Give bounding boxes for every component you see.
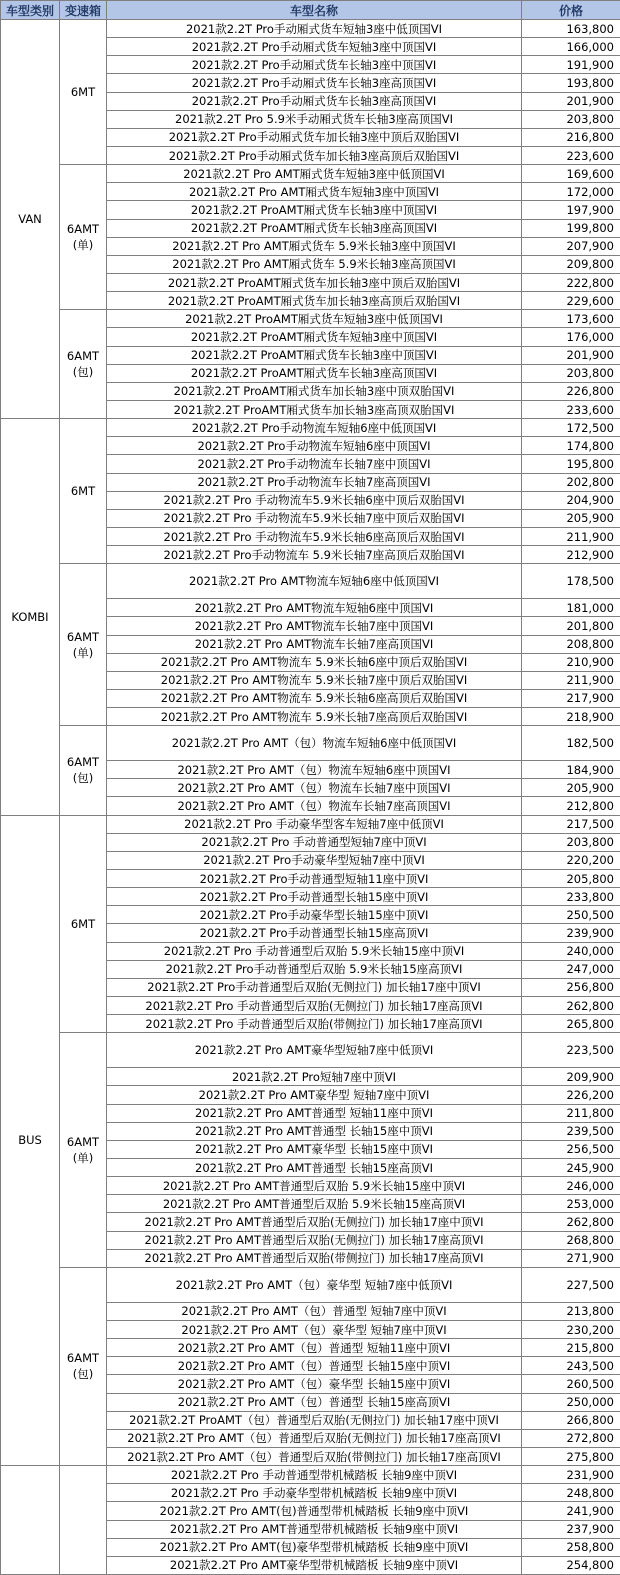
model-name-cell: 2021款2.2T Pro AMT普通型 长轴15座高顶VI xyxy=(107,1159,522,1177)
gearbox-label: 6AMT xyxy=(60,629,106,645)
price-cell: 205,900 xyxy=(522,779,620,797)
price-cell: 211,900 xyxy=(522,527,620,545)
model-name-cell: 2021款2.2T Pro AMT（包）物流车长轴7座高顶国VI xyxy=(107,797,522,815)
price-cell: 208,800 xyxy=(522,635,620,653)
price-cell: 205,900 xyxy=(522,509,620,527)
model-name-cell: 2021款2.2T ProAMT厢式货车短轴3座中低顶国VI xyxy=(107,310,522,328)
model-name-cell: 2021款2.2T Pro手动普通型后双胎(无侧拉门) 加长轴17座中顶VI xyxy=(107,978,522,996)
price-cell: 233,800 xyxy=(522,888,620,906)
model-name-cell: 2021款2.2T Pro AMT物流车 5.9米长轴6座中顶后双胎国VI xyxy=(107,653,522,671)
price-cell: 266,800 xyxy=(522,1411,620,1429)
price-cell: 203,800 xyxy=(522,364,620,382)
gearbox-cell xyxy=(60,20,107,165)
price-cell: 203,800 xyxy=(522,833,620,851)
price-cell: 248,800 xyxy=(522,1484,620,1502)
gearbox-label: 6MT xyxy=(60,84,106,100)
model-name-cell: 2021款2.2T Pro AMT（包）普通型 长轴15座高顶VI xyxy=(107,1393,522,1411)
price-cell: 209,800 xyxy=(522,255,620,273)
model-name-cell: 2021款2.2T Pro手动物流车长轴7座中顶国VI xyxy=(107,455,522,473)
price-cell: 204,900 xyxy=(522,491,620,509)
price-cell: 217,500 xyxy=(522,815,620,833)
price-cell: 265,800 xyxy=(522,1015,620,1033)
model-name-cell: 2021款2.2T ProAMT厢式货车长轴3座中顶国VI xyxy=(107,346,522,364)
model-name-cell: 2021款2.2T Pro AMT（包）物流车短轴6座中低顶国VI xyxy=(107,726,522,761)
model-name-cell: 2021款2.2T Pro手动厢式货车长轴3座中顶国VI xyxy=(107,56,522,74)
model-name-cell: 2021款2.2T Pro AMT豪华型 长轴15座中顶VI xyxy=(107,1140,522,1158)
table-row xyxy=(1,165,620,183)
model-name-cell: 2021款2.2T ProAMT厢式货车长轴3座高顶国VI xyxy=(107,364,522,382)
gearbox-label: (包) xyxy=(60,770,106,786)
model-name-cell: 2021款2.2T Pro AMT（包）物流车长轴7座中顶国VI xyxy=(107,779,522,797)
price-cell: 222,800 xyxy=(522,273,620,291)
price-cell: 202,800 xyxy=(522,473,620,491)
model-name-cell: 2021款2.2T Pro 手动物流车5.9米长轴7座中顶后双胎国VI xyxy=(107,509,522,527)
table-body xyxy=(1,20,620,1575)
model-name-cell: 2021款2.2T Pro AMT普通型后双胎(带侧拉门) 加长轴17座高顶VI xyxy=(107,1249,522,1267)
gearbox-label: (单) xyxy=(60,1150,106,1166)
gearbox-label: 6AMT xyxy=(60,348,106,364)
model-name-cell: 2021款2.2T Pro手动普通型长轴15座高顶VI xyxy=(107,924,522,942)
price-cell: 256,800 xyxy=(522,978,620,996)
model-name-cell: 2021款2.2T ProAMT厢式货车加长轴3座高顶后双胎国VI xyxy=(107,292,522,310)
price-cell: 191,900 xyxy=(522,56,620,74)
table-row xyxy=(1,1267,620,1302)
gearbox-cell xyxy=(60,419,107,564)
model-name-cell: 2021款2.2T Pro AMT（包）普通型 短轴11座中顶VI xyxy=(107,1339,522,1357)
price-cell: 210,900 xyxy=(522,653,620,671)
model-name-cell: 2021款2.2T Pro短轴7座中顶VI xyxy=(107,1068,522,1086)
model-name-cell: 2021款2.2T Pro 手动普通型短轴7座中顶VI xyxy=(107,833,522,851)
model-name-cell: 2021款2.2T Pro AMT（包）普通型 长轴15座中顶VI xyxy=(107,1357,522,1375)
gearbox-cell xyxy=(60,815,107,1033)
model-name-cell: 2021款2.2T Pro AMT普通型带机械踏板 长轴9座中顶VI xyxy=(107,1520,522,1538)
price-cell: 173,600 xyxy=(522,310,620,328)
model-name-cell: 2021款2.2T Pro AMT普通型后双胎 5.9米长轴15座中顶VI xyxy=(107,1177,522,1195)
gearbox-label: 6AMT xyxy=(60,1350,106,1366)
price-cell: 240,000 xyxy=(522,942,620,960)
price-cell: 193,800 xyxy=(522,74,620,92)
model-name-cell: 2021款2.2T Pro AMT（包）豪华型 长轴15座中顶VI xyxy=(107,1375,522,1393)
model-name-cell: 2021款2.2T Pro AMT豪华型短轴7座中低顶VI xyxy=(107,1033,522,1068)
price-cell: 211,800 xyxy=(522,1104,620,1122)
table-row xyxy=(1,564,620,599)
model-name-cell: 2021款2.2T Pro 手动豪华型客车短轴7座中低顶VI xyxy=(107,815,522,833)
price-cell: 195,800 xyxy=(522,455,620,473)
model-name-cell: 2021款2.2T Pro AMT普通型后双胎(无侧拉门) 加长轴17座高顶VI xyxy=(107,1231,522,1249)
gearbox-label: 6AMT xyxy=(60,754,106,770)
price-cell: 231,900 xyxy=(522,1466,620,1484)
price-cell: 220,200 xyxy=(522,851,620,869)
model-name-cell: 2021款2.2T Pro手动豪华型长轴15座中顶VI xyxy=(107,906,522,924)
model-name-cell: 2021款2.2T Pro AMT物流车短轴6座中低顶国VI xyxy=(107,564,522,599)
model-name-cell: 2021款2.2T Pro AMT厢式货车短轴3座中顶国VI xyxy=(107,183,522,201)
model-name-cell: 2021款2.2T Pro AMT普通型后双胎 5.9米长轴15座高顶VI xyxy=(107,1195,522,1213)
model-name-cell: 2021款2.2T Pro 手动普通型后双胎(无侧拉门) 加长轴17座高顶VI xyxy=(107,997,522,1015)
price-cell: 239,500 xyxy=(522,1122,620,1140)
gearbox-label: 6MT xyxy=(60,483,106,499)
table-row xyxy=(1,20,620,38)
price-cell: 216,800 xyxy=(522,128,620,146)
price-cell: 215,800 xyxy=(522,1339,620,1357)
header-row xyxy=(1,1,620,20)
price-cell: 241,900 xyxy=(522,1502,620,1520)
price-cell: 245,900 xyxy=(522,1159,620,1177)
price-cell: 178,500 xyxy=(522,564,620,599)
model-name-cell: 2021款2.2T Pro手动物流车 5.9米长轴7座高顶后双胎国VI xyxy=(107,546,522,564)
price-cell: 250,000 xyxy=(522,1393,620,1411)
price-cell: 233,600 xyxy=(522,400,620,418)
model-name-cell: 2021款2.2T Pro 手动普通型后双胎(带侧拉门) 加长轴17座高顶VI xyxy=(107,1015,522,1033)
category-cell: VAN xyxy=(1,20,60,419)
price-cell: 223,500 xyxy=(522,1033,620,1068)
model-name-cell: 2021款2.2T Pro AMT物流车长轴7座高顶国VI xyxy=(107,635,522,653)
model-name-cell: 2021款2.2T Pro AMT物流车短轴6座中顶国VI xyxy=(107,599,522,617)
model-name-cell: 2021款2.2T Pro AMT(包)普通型带机械踏板 长轴9座中顶VI xyxy=(107,1502,522,1520)
price-cell: 237,900 xyxy=(522,1520,620,1538)
model-name-cell: 2021款2.2T Pro手动厢式货车加长轴3座中顶后双胎国VI xyxy=(107,128,522,146)
price-cell: 250,500 xyxy=(522,906,620,924)
price-cell: 262,800 xyxy=(522,997,620,1015)
model-name-cell: 2021款2.2T Pro AMT厢式货车 5.9米长轴3座高顶国VI xyxy=(107,255,522,273)
table-row xyxy=(1,1033,620,1068)
model-name-cell: 2021款2.2T Pro 5.9米手动厢式货车长轴3座高顶国VI xyxy=(107,110,522,128)
header-model: 车型名称 xyxy=(107,1,522,20)
category-cell: BUS xyxy=(1,815,60,1466)
price-cell: 181,000 xyxy=(522,599,620,617)
model-name-cell: 2021款2.2T Pro AMT物流车长轴7座中顶国VI xyxy=(107,617,522,635)
price-cell: 213,800 xyxy=(522,1302,620,1320)
model-name-cell: 2021款2.2T Pro AMT厢式货车短轴3座中低顶国VI xyxy=(107,165,522,183)
price-cell: 201,900 xyxy=(522,346,620,364)
model-name-cell: 2021款2.2T Pro AMT厢式货车 5.9米长轴3座中顶国VI xyxy=(107,237,522,255)
price-cell: 247,000 xyxy=(522,960,620,978)
price-cell: 207,900 xyxy=(522,237,620,255)
model-name-cell: 2021款2.2T Pro手动普通型后双胎 5.9米长轴15座高顶VI xyxy=(107,960,522,978)
model-name-cell: 2021款2.2T Pro手动厢式货车短轴3座中低顶国VI xyxy=(107,20,522,38)
model-name-cell: 2021款2.2T Pro 手动物流车5.9米长轴6座高顶后双胎国VI xyxy=(107,527,522,545)
model-name-cell: 2021款2.2T Pro AMT（包）物流车短轴6座中顶国VI xyxy=(107,761,522,779)
price-cell: 254,800 xyxy=(522,1556,620,1574)
header-gearbox: 变速箱 xyxy=(60,1,107,20)
price-cell: 174,800 xyxy=(522,437,620,455)
model-name-cell: 2021款2.2T ProAMT厢式货车长轴3座高顶国VI xyxy=(107,219,522,237)
price-cell: 211,900 xyxy=(522,671,620,689)
price-cell: 172,000 xyxy=(522,183,620,201)
table-row xyxy=(1,1466,620,1484)
price-cell: 229,600 xyxy=(522,292,620,310)
model-name-cell: 2021款2.2T Pro手动物流车长轴7座高顶国VI xyxy=(107,473,522,491)
gearbox-label: 6AMT xyxy=(60,221,106,237)
price-cell: 272,800 xyxy=(522,1429,620,1447)
price-cell: 209,900 xyxy=(522,1068,620,1086)
model-name-cell: 2021款2.2T Pro AMT物流车 5.9米长轴7座高顶后双胎国VI xyxy=(107,708,522,726)
model-name-cell: 2021款2.2T Pro AMT普通型 长轴15座中顶VI xyxy=(107,1122,522,1140)
price-cell: 163,800 xyxy=(522,20,620,38)
price-cell: 253,000 xyxy=(522,1195,620,1213)
model-name-cell: 2021款2.2T ProAMT（包）普通型后双胎(无侧拉门) 加长轴17座中顶VI xyxy=(107,1411,522,1429)
price-cell: 227,500 xyxy=(522,1267,620,1302)
model-name-cell: 2021款2.2T Pro手动厢式货车长轴3座高顶国VI xyxy=(107,92,522,110)
price-cell: 246,000 xyxy=(522,1177,620,1195)
model-name-cell: 2021款2.2T Pro手动豪华型短轴7座中顶VI xyxy=(107,851,522,869)
model-name-cell: 2021款2.2T Pro手动普通型短轴11座中顶VI xyxy=(107,870,522,888)
model-name-cell: 2021款2.2T ProAMT厢式货车加长轴3座中顶双胎国VI xyxy=(107,382,522,400)
model-name-cell: 2021款2.2T Pro手动物流车短轴6座中低顶国VI xyxy=(107,419,522,437)
model-name-cell: 2021款2.2T ProAMT厢式货车加长轴3座中顶后双胎国VI xyxy=(107,273,522,291)
model-name-cell: 2021款2.2T Pro手动厢式货车加长轴3座高顶后双胎国VI xyxy=(107,146,522,164)
model-name-cell: 2021款2.2T Pro手动厢式货车长轴3座高顶国VI xyxy=(107,74,522,92)
model-name-cell: 2021款2.2T Pro手动厢式货车短轴3座中顶国VI xyxy=(107,38,522,56)
gearbox-cell xyxy=(60,1466,107,1575)
gearbox-label: 6AMT xyxy=(60,1134,106,1150)
gearbox-label: (单) xyxy=(60,237,106,253)
price-cell: 201,800 xyxy=(522,617,620,635)
model-name-cell: 2021款2.2T ProAMT厢式货车加长轴3座高顶双胎国VI xyxy=(107,400,522,418)
gearbox-label: (包) xyxy=(60,364,106,380)
gearbox-label: 6MT xyxy=(60,916,106,932)
model-name-cell: 2021款2.2T Pro AMT（包）豪华型 短轴7座中顶VI xyxy=(107,1321,522,1339)
model-name-cell: 2021款2.2T Pro AMT(包)豪华型带机械踏板 长轴9座中顶VI xyxy=(107,1538,522,1556)
price-cell: 223,600 xyxy=(522,146,620,164)
table-row xyxy=(1,310,620,328)
price-cell: 176,000 xyxy=(522,328,620,346)
price-cell: 275,800 xyxy=(522,1447,620,1465)
price-cell: 201,900 xyxy=(522,92,620,110)
price-cell: 212,800 xyxy=(522,797,620,815)
table-row xyxy=(1,815,620,833)
model-name-cell: 2021款2.2T ProAMT厢式货车长轴3座中顶国VI xyxy=(107,201,522,219)
price-cell: 226,800 xyxy=(522,382,620,400)
price-cell: 199,800 xyxy=(522,219,620,237)
category-cell: KOMBI xyxy=(1,419,60,816)
model-name-cell: 2021款2.2T Pro 手动普通型后双胎 5.9米长轴15座中顶VI xyxy=(107,942,522,960)
model-name-cell: 2021款2.2T Pro手动物流车短轴6座中顶国VI xyxy=(107,437,522,455)
price-cell: 260,500 xyxy=(522,1375,620,1393)
price-cell: 230,200 xyxy=(522,1321,620,1339)
model-name-cell: 2021款2.2T Pro 手动物流车5.9米长轴6座中顶后双胎国VI xyxy=(107,491,522,509)
table-row xyxy=(1,726,620,761)
price-cell: 239,900 xyxy=(522,924,620,942)
price-cell: 169,600 xyxy=(522,165,620,183)
price-cell: 205,800 xyxy=(522,870,620,888)
model-name-cell: 2021款2.2T Pro AMT（包）普通型后双胎(带侧拉门) 加长轴17座高顶VI xyxy=(107,1447,522,1465)
model-name-cell: 2021款2.2T Pro AMT（包）普通型 短轴7座中顶VI xyxy=(107,1302,522,1320)
gearbox-cell xyxy=(60,564,107,726)
model-name-cell: 2021款2.2T Pro AMT物流车 5.9米长轴7座中顶后双胎国VI xyxy=(107,671,522,689)
model-name-cell: 2021款2.2T Pro手动普通型长轴15座中顶VI xyxy=(107,888,522,906)
model-name-cell: 2021款2.2T Pro AMT豪华型带机械踏板 长轴9座中顶VI xyxy=(107,1556,522,1574)
price-cell: 197,900 xyxy=(522,201,620,219)
model-name-cell: 2021款2.2T Pro AMT（包）普通型后双胎(无侧拉门) 加长轴17座高顶VI xyxy=(107,1429,522,1447)
price-cell: 226,200 xyxy=(522,1086,620,1104)
price-cell: 203,800 xyxy=(522,110,620,128)
price-cell: 184,900 xyxy=(522,761,620,779)
price-cell: 182,500 xyxy=(522,726,620,761)
gearbox-cell xyxy=(60,1267,107,1465)
price-cell: 218,900 xyxy=(522,708,620,726)
price-cell: 258,800 xyxy=(522,1538,620,1556)
gearbox-label: (包) xyxy=(60,1366,106,1382)
model-name-cell: 2021款2.2T Pro AMT物流车 5.9米长轴6座高顶后双胎国VI xyxy=(107,689,522,707)
model-name-cell: 2021款2.2T Pro AMT普通型 短轴11座中顶VI xyxy=(107,1104,522,1122)
price-cell: 217,900 xyxy=(522,689,620,707)
price-cell: 212,900 xyxy=(522,546,620,564)
gearbox-label: (单) xyxy=(60,645,106,661)
price-cell: 166,000 xyxy=(522,38,620,56)
price-cell: 268,800 xyxy=(522,1231,620,1249)
model-name-cell: 2021款2.2T ProAMT厢式货车短轴3座中顶国VI xyxy=(107,328,522,346)
model-name-cell: 2021款2.2T Pro AMT豪华型 短轴7座中顶VI xyxy=(107,1086,522,1104)
price-cell: 256,500 xyxy=(522,1140,620,1158)
model-name-cell: 2021款2.2T Pro 手动豪华型带机械踏板 长轴9座中顶VI xyxy=(107,1484,522,1502)
header-category: 车型类别 xyxy=(1,1,60,20)
category-cell xyxy=(1,1466,60,1575)
model-name-cell: 2021款2.2T Pro AMT普通型后双胎(无侧拉门) 加长轴17座中顶VI xyxy=(107,1213,522,1231)
price-cell: 262,800 xyxy=(522,1213,620,1231)
price-cell: 243,500 xyxy=(522,1357,620,1375)
price-cell: 271,900 xyxy=(522,1249,620,1267)
model-name-cell: 2021款2.2T Pro 手动普通型带机械踏板 长轴9座中顶VI xyxy=(107,1466,522,1484)
gearbox-cell xyxy=(60,165,107,310)
gearbox-cell xyxy=(60,310,107,419)
table-row xyxy=(1,419,620,437)
price-cell: 172,500 xyxy=(522,419,620,437)
model-name-cell: 2021款2.2T Pro AMT（包）豪华型 短轴7座中低顶VI xyxy=(107,1267,522,1302)
gearbox-cell xyxy=(60,726,107,815)
gearbox-cell xyxy=(60,1033,107,1268)
header-price: 价格 xyxy=(522,1,620,20)
